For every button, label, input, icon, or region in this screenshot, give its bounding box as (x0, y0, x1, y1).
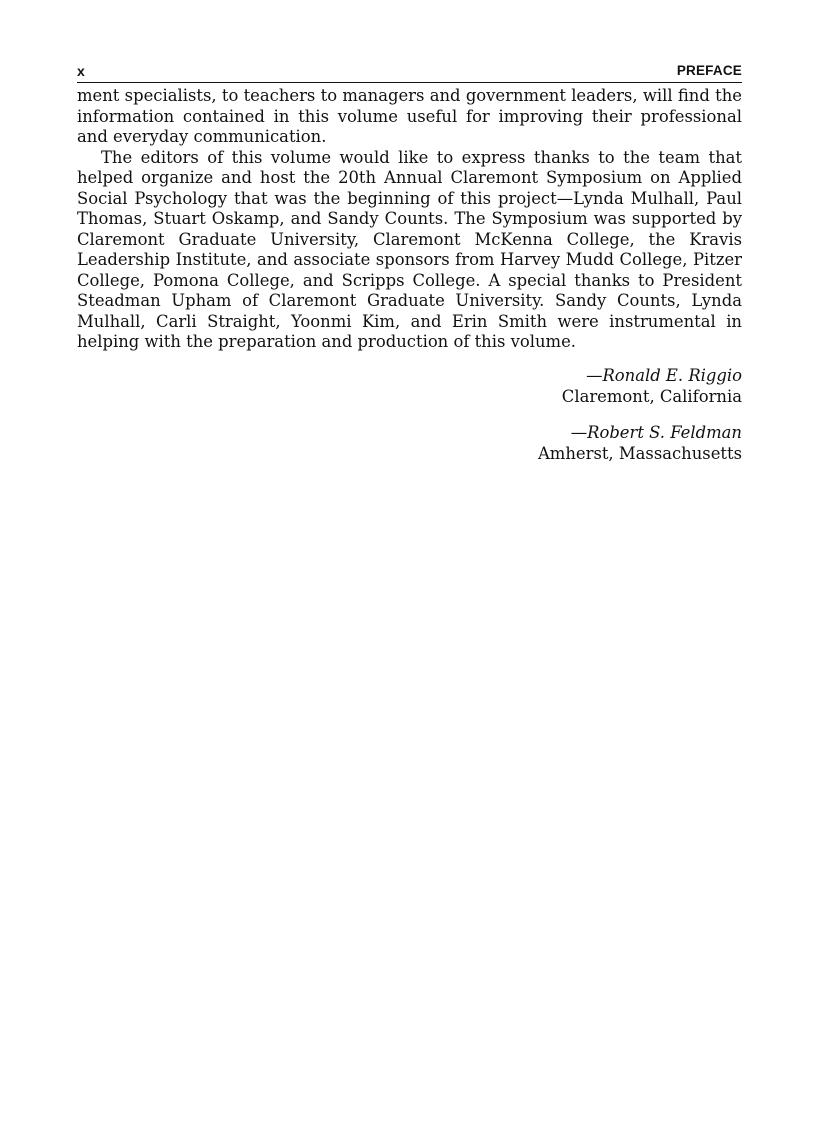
signature-name: —Robert S. Feldman (570, 422, 742, 442)
signatures (77, 365, 742, 464)
signature-location: Claremont, California (561, 386, 742, 406)
document-page (77, 62, 742, 479)
paragraph-continuation: ment specialists, to teachers to managers and government leaders, will find the information contained in this volume useful for improving their professional and everyday communication. (77, 86, 742, 146)
signature-feldman (77, 422, 742, 464)
section-title: PREFACE (676, 63, 742, 78)
running-head (77, 62, 742, 83)
signature-location: Amherst, Massachusetts (537, 443, 742, 463)
signature-name: —Ronald E. Riggio (586, 365, 742, 385)
preface-body (77, 86, 742, 353)
signature-riggio (77, 365, 742, 407)
page-number: x (77, 63, 85, 79)
paragraph-acknowledgements: The editors of this volume would like to express thanks to the team that helped organize and host the 20th Annual Claremont Symposium on Applied Social Psychology that was the beginning of this project—Lynda Mulhall, Paul Thomas, Stuart Oskamp, and Sandy Counts. The Symposium was supported by Claremont Graduate University, Claremont McKenna College, the Kravis Leadership Institute, and associate sponsors from Harvey Mudd College, Pitzer College, Pomona College, and Scripps College. A special thanks to President Steadman Upham of Claremont Graduate University. Sandy Counts, Lynda Mulhall, Carli Straight, Yoonmi Kim, and Erin Smith were instrumental in helping with the preparation and production of this volume. (77, 147, 742, 351)
